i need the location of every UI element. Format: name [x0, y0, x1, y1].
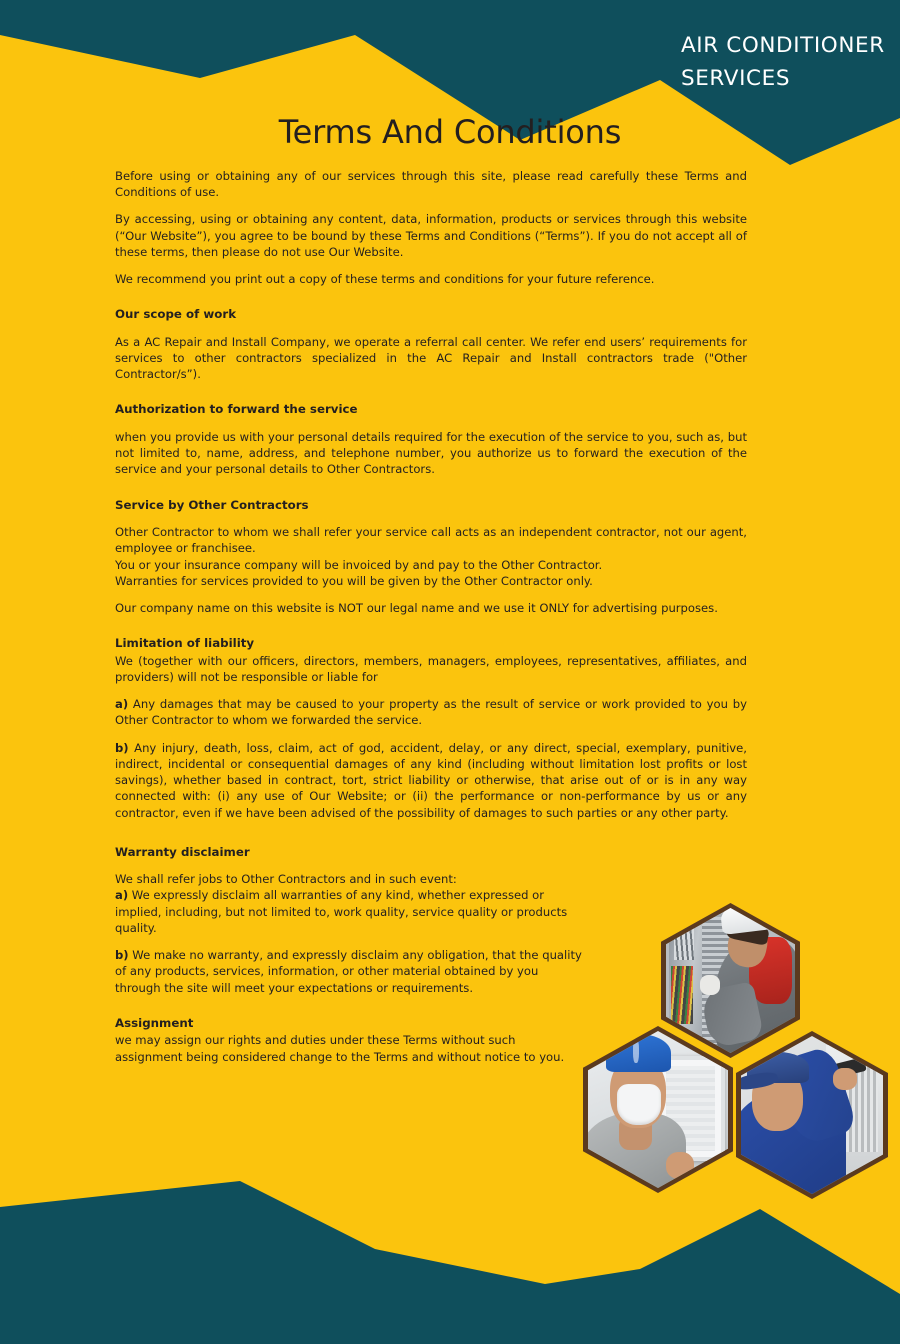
footer-zigzag-shape	[0, 1174, 900, 1344]
service-text-3: Warranties for services provided to you will be given by the Other Contractor only.	[115, 573, 593, 588]
limitation-heading: Limitation of liability	[115, 636, 255, 651]
service-heading: Service by Other Contractors	[115, 497, 309, 512]
warranty-item-b	[115, 947, 585, 996]
warranty-heading: Warranty disclaimer	[115, 844, 250, 859]
limitation-item-a	[115, 696, 747, 728]
scope-text: As a AC Repair and Install Company, we operate a referral call center. We refer end users’ requirements for services to other contractors specialized in the AC Repair and Install contractors trade ("Other Contractor/s”).	[115, 334, 747, 382]
warranty-item-a-text: We expressly disclaim all warranties of any kind, whether expressed or implied, including, but not limited to, work quality, service quality or products quality.	[115, 888, 568, 935]
assignment-heading: Assignment	[115, 1015, 194, 1030]
footer-banner	[0, 1174, 900, 1344]
limitation-item-b-text: Any injury, death, loss, claim, act of god, accident, delay, or any direct, special, exemplary, punitive, indirect, incidental or consequential damages of any kind (including without limitation lost profits or lost savings), whether based in contract, tort, strict liability or otherwise, that arise out of or is in any way connected with: (i) any use of Our Website; or (ii) the performance or non-performance by us or any contractor, even if we have been advised of the possibility of damages to such parties or any other party.	[115, 740, 747, 820]
service-text-4: Our company name on this website is NOT our legal name and we use it ONLY for advertising purposes.	[115, 601, 718, 616]
warranty-item-b-text: We make no warranty, and expressly disclaim any obligation, that the quality of any products, services, information, or other material obtained by you through the site will meet your expectations or requirements.	[115, 948, 582, 995]
intro-paragraph-2: By accessing, using or obtaining any content, data, information, products or services through this website (“Our Website”), you agree to be bound by these Terms and Conditions (“Terms”). If you do not accept all of these terms, then please do not use Our Website.	[115, 212, 747, 259]
technician-wall-unit-photo	[736, 1031, 888, 1199]
authorization-heading: Authorization to forward the service	[115, 402, 358, 417]
service-text-1: Other Contractor to whom we shall refer your service call acts as an independent contractor, not our agent, employee or franchisee.	[115, 525, 747, 556]
warranty-intro: We shall refer jobs to Other Contractors and in such event:	[115, 872, 457, 887]
masked-worker-filter-photo	[583, 1026, 733, 1193]
limitation-item-b	[115, 740, 747, 821]
warranty-item-b-label: b)	[115, 948, 129, 963]
limitation-item-a-text: Any damages that may be caused to your property as the result of service or work provided to you by Other Contractor to whom we forwarded the service.	[115, 697, 747, 728]
scope-heading: Our scope of work	[115, 307, 237, 322]
brand-title	[681, 30, 900, 95]
service-text-2: You or your insurance company will be invoiced by and pay to the Other Contractor.	[115, 557, 603, 572]
intro-paragraph-3: We recommend you print out a copy of these terms and conditions for your future reference.	[115, 272, 655, 287]
authorization-text: when you provide us with your personal details required for the execution of the service to you, such as, but not limited to, name, address, and telephone number, you authorize us to forward the execution of the service and your personal details to Other Contractors.	[115, 430, 747, 477]
photo-cluster	[578, 903, 900, 1183]
brand-line-1: AIR CONDITIONER	[681, 33, 885, 58]
page-title: Terms And Conditions	[278, 113, 622, 151]
warranty-item-a-label: a)	[115, 888, 129, 903]
brand-line-2: SERVICES	[681, 65, 791, 91]
technician-electrical-panel-photo	[661, 903, 800, 1058]
warranty-item-a	[115, 887, 585, 936]
limitation-item-b-label: b)	[115, 740, 129, 755]
limitation-text: We (together with our officers, directors, members, managers, employees, representatives, affiliates, and providers) will not be responsible or liable for	[115, 653, 747, 684]
limitation-item-a-label: a)	[115, 697, 129, 712]
intro-paragraph-1: Before using or obtaining any of our services through this site, please read carefully these Terms and Conditions of use.	[115, 169, 747, 200]
assignment-text: we may assign our rights and duties under these Terms without such assignment being considered change to the Terms and without notice to you.	[115, 1033, 565, 1064]
